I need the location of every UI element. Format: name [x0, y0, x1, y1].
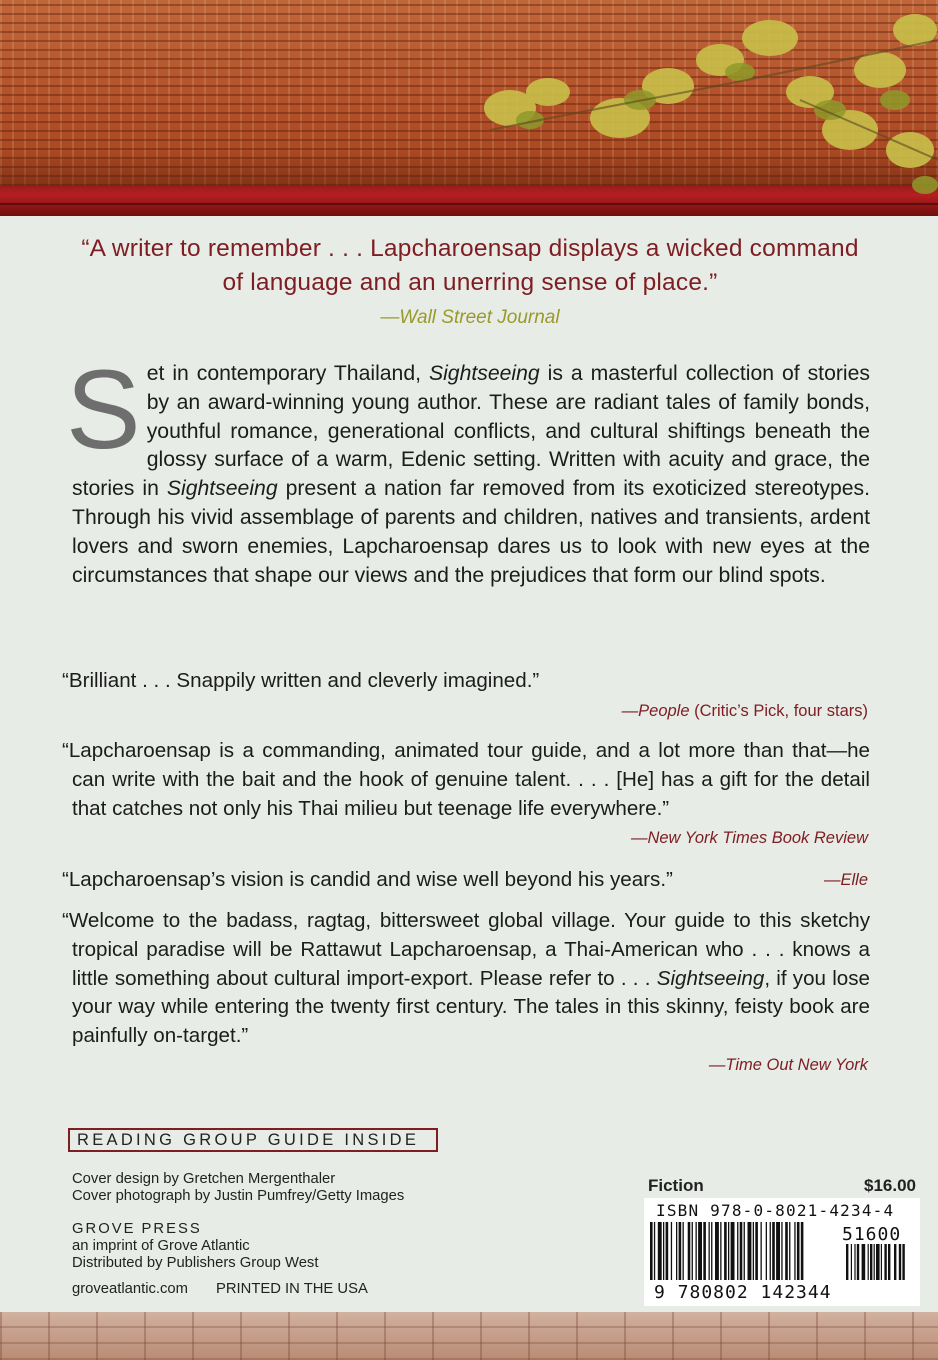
retail-row	[648, 1176, 916, 1196]
barcode-bar	[797, 1222, 800, 1280]
barcode-bar	[801, 1222, 804, 1280]
barcode-addon-bar	[899, 1244, 901, 1280]
barcode-bar	[737, 1222, 738, 1280]
featured-quote: “A writer to remember . . . Lapcharoensap displays a wicked command of language and an unerring sense of place.”	[81, 235, 859, 296]
isbn-text: ISBN 978-0-8021-4234-4	[656, 1201, 895, 1220]
barcode-bar	[650, 1222, 653, 1280]
description-part-1: et in contemporary Thailand,	[146, 362, 429, 385]
barcode-addon-bar	[888, 1244, 890, 1280]
review-quote	[62, 907, 870, 1051]
barcode-bar	[671, 1222, 672, 1280]
review-attribution	[631, 829, 868, 848]
cover-photo-credit: Cover photograph by Justin Pumfrey/Getty Images	[72, 1188, 405, 1204]
brick-floor-photo	[0, 1312, 938, 1360]
barcode-bar	[781, 1222, 782, 1280]
barcode-bar	[740, 1222, 743, 1280]
barcode-bar	[776, 1222, 780, 1280]
barcode-bar	[676, 1222, 677, 1280]
review-attribution	[709, 1056, 868, 1075]
barcode-addon-bar	[876, 1244, 880, 1280]
description-part-3: present a nation far removed from its exoticized stereotypes. Through his vivid assemblage of parents and children, natives and transients, ardent lovers and sworn enemies, Lapcharoensap dares us to look with new eyes at the circumstances that shape our views and the prejudices that form our blind spots.	[72, 477, 871, 587]
barcode-addon-bar	[868, 1244, 869, 1280]
barcode-bar	[748, 1222, 752, 1280]
barcode-bar	[711, 1222, 712, 1280]
barcode-addon-bar	[870, 1244, 872, 1280]
publisher-website: groveatlantic.com	[72, 1281, 188, 1297]
barcode-number: 9 780802 142344	[654, 1282, 832, 1303]
barcode-bar	[744, 1222, 745, 1280]
barcode-bar	[785, 1222, 788, 1280]
eave-line	[0, 203, 938, 205]
review-source: —People	[621, 702, 690, 720]
barcode-bar	[654, 1222, 655, 1280]
barcode-bar	[709, 1222, 710, 1280]
barcode-bar	[794, 1222, 795, 1280]
barcode-area	[644, 1198, 920, 1306]
book-description	[66, 347, 871, 590]
barcode-bar	[766, 1222, 767, 1280]
printed-location: PRINTED IN THE USA	[216, 1281, 368, 1297]
barcode-addon-bar	[881, 1244, 882, 1280]
barcode-bar	[663, 1222, 664, 1280]
barcode-bar	[728, 1222, 729, 1280]
review-text: “Brilliant . . . Snappily written and cleverly imagined.”	[62, 669, 540, 692]
barcode-bar	[679, 1222, 682, 1280]
barcode-addon-bar	[854, 1244, 855, 1280]
publisher-name: GROVE PRESS	[72, 1221, 202, 1237]
barcode-bar	[770, 1222, 771, 1280]
review-text: “Lapcharoensap is a commanding, animated tour guide, and a lot more than that—he can write with the bait and the hook of genuine talent. . . . [He] has a gift for the detail that catches not only his Thai milieu but teenage life everywhere.”	[62, 739, 870, 820]
review-source: —Elle	[823, 871, 868, 889]
price-code: 51600	[842, 1224, 902, 1245]
barcode-bar	[715, 1222, 719, 1280]
barcode-addon-bar	[874, 1244, 875, 1280]
barcode-addon-bar	[902, 1244, 904, 1280]
publisher-imprint: an imprint of Grove Atlantic	[72, 1238, 250, 1254]
barcode-bar	[698, 1222, 702, 1280]
barcode-bar	[755, 1222, 758, 1280]
review-quote	[62, 737, 870, 823]
barcode-bar	[666, 1222, 669, 1280]
barcode-addon-bar	[884, 1244, 886, 1280]
barcode-bar	[720, 1222, 721, 1280]
review-text: “Lapcharoensap’s vision is candid and wise well beyond his years.”	[62, 868, 673, 891]
drop-cap: S	[66, 347, 141, 472]
barcode-bar	[753, 1222, 754, 1280]
review-source: —New York Times Book Review	[630, 829, 868, 847]
review-quote	[62, 866, 762, 895]
barcode-bar	[772, 1222, 775, 1280]
barcode-bar	[688, 1222, 691, 1280]
price-label: $16.00	[864, 1176, 916, 1195]
cover-design-credit: Cover design by Gretchen Mergenthaler	[72, 1171, 336, 1187]
featured-quote-attribution: —Wall Street Journal	[380, 307, 560, 328]
barcode-bar	[761, 1222, 762, 1280]
barcode-bar	[692, 1222, 693, 1280]
review-source-note: (Critic’s Pick, four stars)	[689, 702, 868, 720]
book-title: Sightseeing	[428, 362, 540, 385]
barcode-bar	[731, 1222, 735, 1280]
barcode-addon-bar	[862, 1244, 866, 1280]
tree-leaves-illustration	[470, 0, 938, 200]
barcode-addon-bar	[894, 1244, 896, 1280]
barcode-addon-bar	[846, 1244, 848, 1280]
barcode-bar	[789, 1222, 790, 1280]
review-quote	[62, 667, 870, 696]
review-attribution	[824, 871, 868, 890]
barcode-bar	[703, 1222, 706, 1280]
genre-label: Fiction	[648, 1176, 704, 1195]
review-source: —Time Out New York	[708, 1056, 868, 1074]
review-attribution	[622, 702, 868, 721]
book-title: Sightseeing	[656, 966, 765, 990]
barcode-bar	[724, 1222, 727, 1280]
barcode-bar	[658, 1222, 662, 1280]
barcode-addon-bar	[857, 1244, 859, 1280]
review-text	[62, 907, 870, 1051]
description-part-2: is a masterful collection of stories by an award-winning young author. These are radiant tales of family bonds, youthful romance, generational conflicts, and cultural shiftings beneath the glossy surface of a warm, Edenic setting. Written with acuity and grace, the stories in	[72, 362, 870, 501]
barcode-addon-bar	[851, 1244, 852, 1280]
reading-group-guide-label: READING GROUP GUIDE INSIDE	[68, 1128, 438, 1152]
barcode-bar	[683, 1222, 684, 1280]
review-text-part-2: , if you lose your way while entering the twenty first century. The tales in this skinny, feisty book are painfully on-target.”	[72, 966, 870, 1048]
book-title: Sightseeing	[166, 477, 278, 501]
barcode-bar	[696, 1222, 697, 1280]
distributor-credit: Distributed by Publishers Group West	[72, 1255, 319, 1271]
review-text-part-1: “Welcome to the badass, ragtag, bittersweet global village. Your guide to this sketchy tropical paradise will be Rattawut Lapcharoensap, a Thai-American who . . . knows a little something about cultural import-export. Please refer to . . .	[62, 909, 870, 990]
